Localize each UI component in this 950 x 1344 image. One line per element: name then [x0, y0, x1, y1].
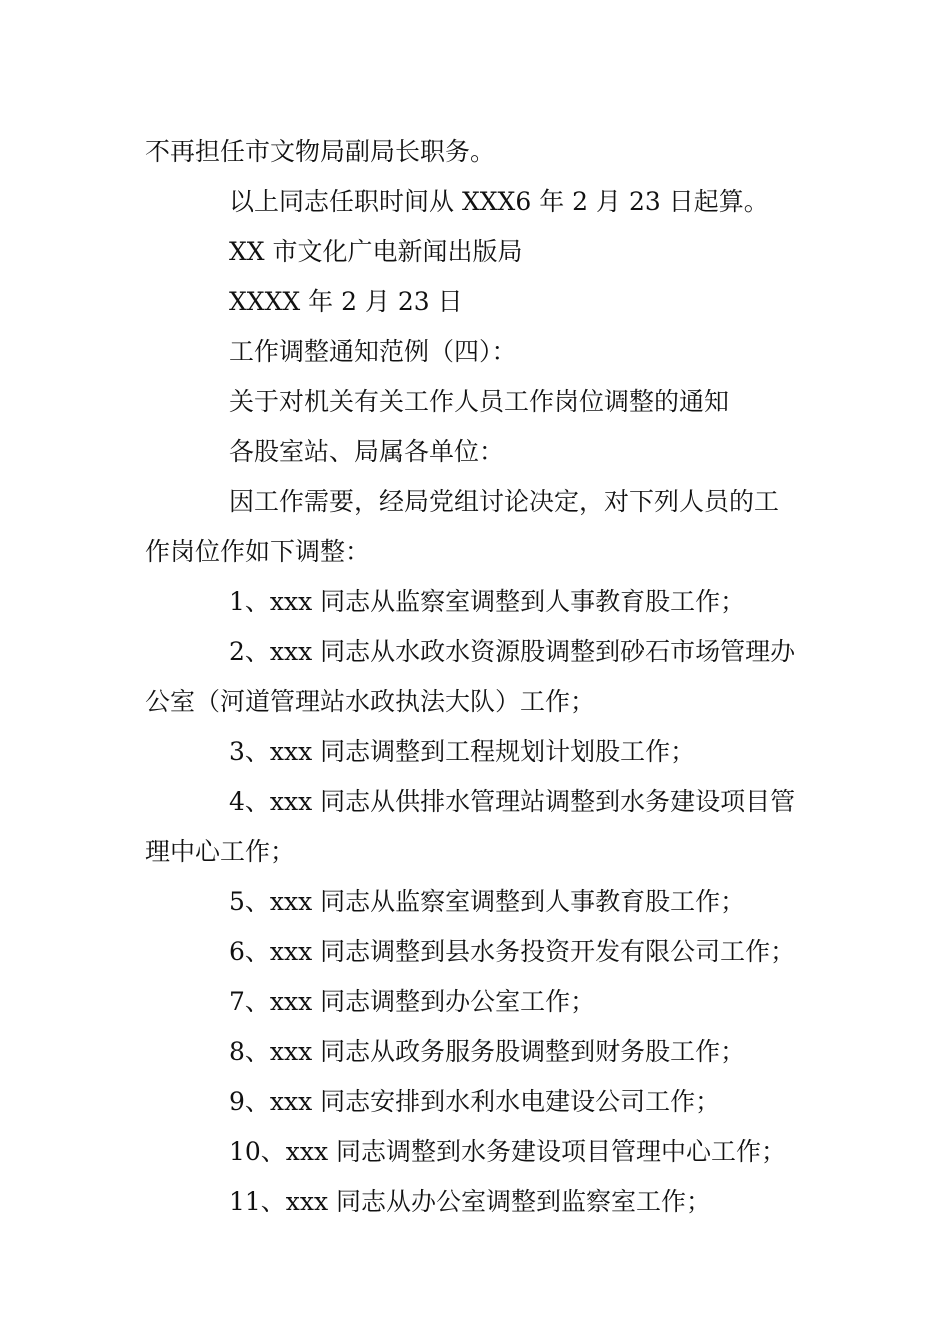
paragraph-line: 因工作需要，经局党组讨论决定，对下列人员的工 [229, 487, 780, 516]
section-heading: 工作调整通知范例（四）： [229, 337, 517, 366]
issue-date: XXXX 年 2 月 23 日 [229, 287, 463, 316]
list-item: 3、xxx 同志调整到工程规划计划股工作； [229, 737, 696, 766]
list-item: 2、xxx 同志从水政水资源股调整到砂石市场管理办 [229, 637, 796, 666]
list-item: 5、xxx 同志从监察室调整到人事教育股工作； [229, 887, 746, 916]
paragraph-line: 以上同志任职时间从 XXX6 年 2 月 23 日起算。 [229, 187, 769, 216]
issuer-name: XX 市文化广电新闻出版局 [229, 237, 523, 266]
list-item: 4、xxx 同志从供排水管理站调整到水务建设项目管 [229, 787, 796, 816]
document-body [145, 127, 815, 1227]
list-item-continuation: 公室（河道管理站水政执法大队）工作； [145, 687, 596, 716]
list-item: 11、xxx 同志从办公室调整到监察室工作； [229, 1187, 712, 1216]
list-item: 7、xxx 同志调整到办公室工作； [229, 987, 596, 1016]
paragraph-line: 作岗位作如下调整： [145, 537, 371, 566]
list-item: 9、xxx 同志安排到水利水电建设公司工作； [229, 1087, 721, 1116]
list-item-continuation: 理中心工作； [145, 837, 296, 866]
list-item: 10、xxx 同志调整到水务建设项目管理中心工作； [229, 1137, 787, 1166]
notice-title: 关于对机关有关工作人员工作岗位调整的通知 [229, 387, 730, 416]
list-item: 1、xxx 同志从监察室调整到人事教育股工作； [229, 587, 746, 616]
notice-addressee: 各股室站、局属各单位： [229, 437, 505, 466]
paragraph-line: 不再担任市文物局副局长职务。 [145, 137, 496, 166]
list-item: 6、xxx 同志调整到县水务投资开发有限公司工作； [229, 937, 796, 966]
list-item: 8、xxx 同志从政务服务股调整到财务股工作； [229, 1037, 746, 1066]
